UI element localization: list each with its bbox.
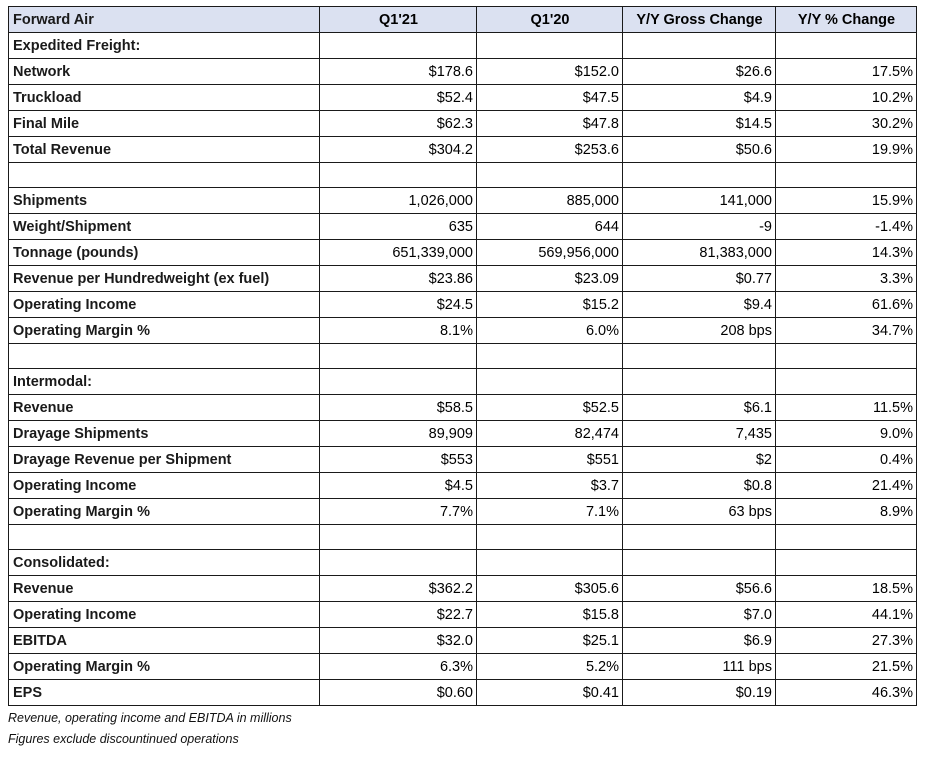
cell-q1-20: $23.09 [477, 266, 623, 292]
cell-yy-pct-change: 21.4% [776, 473, 917, 499]
cell-yy-gross-change: $6.9 [623, 628, 776, 654]
footnote-exclusions: Figures exclude discountinued operations [8, 732, 239, 746]
cell-q1-21: $304.2 [320, 137, 477, 163]
row-label: Operating Income [9, 602, 320, 628]
row-label: Total Revenue [9, 137, 320, 163]
cell-yy-gross-change: $7.0 [623, 602, 776, 628]
row-label: Drayage Revenue per Shipment [9, 447, 320, 473]
cell-q1-21: 89,909 [320, 421, 477, 447]
cell-q1-21: $553 [320, 447, 477, 473]
table-row [9, 292, 917, 318]
row-label: Expedited Freight: [9, 33, 320, 59]
row-label: Revenue [9, 576, 320, 602]
row-label: Final Mile [9, 111, 320, 137]
cell-yy-gross-change: 7,435 [623, 421, 776, 447]
cell-yy-pct-change: -1.4% [776, 214, 917, 240]
cell-yy-gross-change: 81,383,000 [623, 240, 776, 266]
row-label [9, 163, 320, 188]
cell-yy-pct-change [776, 163, 917, 188]
table-row [9, 628, 917, 654]
cell-q1-21 [320, 33, 477, 59]
cell-q1-21: $52.4 [320, 85, 477, 111]
cell-q1-21: $32.0 [320, 628, 477, 654]
cell-q1-21: 7.7% [320, 499, 477, 525]
cell-q1-20: 82,474 [477, 421, 623, 447]
cell-q1-20: $551 [477, 447, 623, 473]
cell-yy-gross-change [623, 550, 776, 576]
cell-yy-pct-change: 9.0% [776, 421, 917, 447]
cell-yy-pct-change: 46.3% [776, 680, 917, 706]
cell-yy-pct-change [776, 344, 917, 369]
header-company: Forward Air [9, 7, 320, 33]
cell-yy-pct-change [776, 550, 917, 576]
cell-yy-gross-change: 208 bps [623, 318, 776, 344]
cell-q1-20: 6.0% [477, 318, 623, 344]
cell-q1-21 [320, 525, 477, 550]
cell-q1-20: $25.1 [477, 628, 623, 654]
table-row [9, 473, 917, 499]
cell-q1-21: $178.6 [320, 59, 477, 85]
spacer-row [9, 344, 917, 369]
header-yy-pct-change: Y/Y % Change [776, 7, 917, 33]
table-row [9, 499, 917, 525]
cell-yy-pct-change: 27.3% [776, 628, 917, 654]
footnotes [8, 708, 917, 750]
cell-yy-pct-change: 44.1% [776, 602, 917, 628]
cell-q1-20: $152.0 [477, 59, 623, 85]
cell-yy-pct-change: 18.5% [776, 576, 917, 602]
cell-q1-20: $15.2 [477, 292, 623, 318]
cell-yy-pct-change: 15.9% [776, 188, 917, 214]
cell-q1-21: 8.1% [320, 318, 477, 344]
footnote-units: Revenue, operating income and EBITDA in millions [8, 711, 292, 725]
row-label: Network [9, 59, 320, 85]
cell-q1-21: $62.3 [320, 111, 477, 137]
table-header-row [9, 7, 917, 33]
cell-yy-pct-change: 8.9% [776, 499, 917, 525]
cell-yy-gross-change: $4.9 [623, 85, 776, 111]
cell-yy-gross-change [623, 344, 776, 369]
cell-q1-21: $4.5 [320, 473, 477, 499]
cell-q1-20 [477, 33, 623, 59]
cell-q1-20 [477, 525, 623, 550]
cell-q1-21 [320, 344, 477, 369]
row-label [9, 344, 320, 369]
cell-yy-gross-change: 111 bps [623, 654, 776, 680]
table-row [9, 240, 917, 266]
cell-yy-pct-change: 14.3% [776, 240, 917, 266]
table-row [9, 369, 917, 395]
cell-q1-20 [477, 369, 623, 395]
table-row [9, 137, 917, 163]
cell-q1-21: $22.7 [320, 602, 477, 628]
cell-q1-20: $47.8 [477, 111, 623, 137]
cell-q1-20: 7.1% [477, 499, 623, 525]
row-label: Weight/Shipment [9, 214, 320, 240]
cell-yy-pct-change: 34.7% [776, 318, 917, 344]
table-row [9, 59, 917, 85]
cell-yy-gross-change: $26.6 [623, 59, 776, 85]
cell-yy-pct-change: 21.5% [776, 654, 917, 680]
cell-yy-pct-change: 10.2% [776, 85, 917, 111]
spacer-row [9, 163, 917, 188]
table-row [9, 85, 917, 111]
row-label: Intermodal: [9, 369, 320, 395]
cell-yy-gross-change: $0.8 [623, 473, 776, 499]
cell-yy-gross-change: $50.6 [623, 137, 776, 163]
row-label: Revenue [9, 395, 320, 421]
cell-yy-gross-change: 141,000 [623, 188, 776, 214]
cell-yy-gross-change [623, 369, 776, 395]
spacer-row [9, 525, 917, 550]
header-q1-20: Q1'20 [477, 7, 623, 33]
table-row [9, 680, 917, 706]
row-label: Operating Income [9, 292, 320, 318]
cell-q1-20: 5.2% [477, 654, 623, 680]
cell-yy-gross-change: $14.5 [623, 111, 776, 137]
cell-q1-21: $362.2 [320, 576, 477, 602]
cell-q1-21: $23.86 [320, 266, 477, 292]
cell-q1-20 [477, 550, 623, 576]
cell-yy-pct-change: 3.3% [776, 266, 917, 292]
row-label: Operating Margin % [9, 318, 320, 344]
cell-yy-pct-change [776, 33, 917, 59]
row-label: Truckload [9, 85, 320, 111]
cell-q1-21: $0.60 [320, 680, 477, 706]
table-row [9, 421, 917, 447]
row-label: Operating Margin % [9, 499, 320, 525]
row-label: Tonnage (pounds) [9, 240, 320, 266]
cell-q1-20: 885,000 [477, 188, 623, 214]
table-row [9, 654, 917, 680]
cell-q1-21 [320, 163, 477, 188]
row-label: Consolidated: [9, 550, 320, 576]
table-body [9, 33, 917, 706]
cell-yy-gross-change: $0.19 [623, 680, 776, 706]
cell-yy-pct-change: 19.9% [776, 137, 917, 163]
cell-q1-21: 635 [320, 214, 477, 240]
header-q1-21: Q1'21 [320, 7, 477, 33]
row-label: Operating Income [9, 473, 320, 499]
cell-yy-pct-change: 17.5% [776, 59, 917, 85]
row-label: EBITDA [9, 628, 320, 654]
cell-q1-20: $3.7 [477, 473, 623, 499]
cell-q1-20 [477, 163, 623, 188]
cell-yy-gross-change: -9 [623, 214, 776, 240]
cell-q1-20: $305.6 [477, 576, 623, 602]
table-row [9, 266, 917, 292]
table-row [9, 214, 917, 240]
cell-q1-21: $24.5 [320, 292, 477, 318]
forward-air-results [8, 6, 917, 750]
row-label: Revenue per Hundredweight (ex fuel) [9, 266, 320, 292]
cell-q1-21: 651,339,000 [320, 240, 477, 266]
cell-yy-pct-change: 61.6% [776, 292, 917, 318]
cell-yy-pct-change [776, 369, 917, 395]
cell-yy-gross-change: $6.1 [623, 395, 776, 421]
cell-yy-gross-change: $56.6 [623, 576, 776, 602]
cell-yy-gross-change: $0.77 [623, 266, 776, 292]
cell-q1-20: $253.6 [477, 137, 623, 163]
cell-q1-21 [320, 369, 477, 395]
cell-yy-gross-change [623, 525, 776, 550]
cell-q1-21 [320, 550, 477, 576]
table-row [9, 576, 917, 602]
table-row [9, 111, 917, 137]
cell-yy-gross-change: $2 [623, 447, 776, 473]
row-label: Drayage Shipments [9, 421, 320, 447]
cell-q1-20: 644 [477, 214, 623, 240]
cell-q1-20: $0.41 [477, 680, 623, 706]
cell-q1-21: 6.3% [320, 654, 477, 680]
table-row [9, 318, 917, 344]
cell-yy-pct-change: 11.5% [776, 395, 917, 421]
cell-q1-20: $15.8 [477, 602, 623, 628]
cell-q1-21: 1,026,000 [320, 188, 477, 214]
cell-q1-20: 569,956,000 [477, 240, 623, 266]
cell-yy-gross-change: 63 bps [623, 499, 776, 525]
row-label: EPS [9, 680, 320, 706]
table-row [9, 33, 917, 59]
cell-q1-20: $47.5 [477, 85, 623, 111]
cell-yy-pct-change: 30.2% [776, 111, 917, 137]
header-yy-gross-change: Y/Y Gross Change [623, 7, 776, 33]
row-label [9, 525, 320, 550]
row-label: Operating Margin % [9, 654, 320, 680]
table-row [9, 602, 917, 628]
table-row [9, 395, 917, 421]
cell-yy-pct-change [776, 525, 917, 550]
cell-q1-21: $58.5 [320, 395, 477, 421]
row-label: Shipments [9, 188, 320, 214]
cell-yy-gross-change [623, 33, 776, 59]
table-row [9, 550, 917, 576]
cell-yy-pct-change: 0.4% [776, 447, 917, 473]
cell-q1-20 [477, 344, 623, 369]
table-row [9, 447, 917, 473]
results-table [8, 6, 917, 706]
table-row [9, 188, 917, 214]
cell-q1-20: $52.5 [477, 395, 623, 421]
cell-yy-gross-change: $9.4 [623, 292, 776, 318]
cell-yy-gross-change [623, 163, 776, 188]
